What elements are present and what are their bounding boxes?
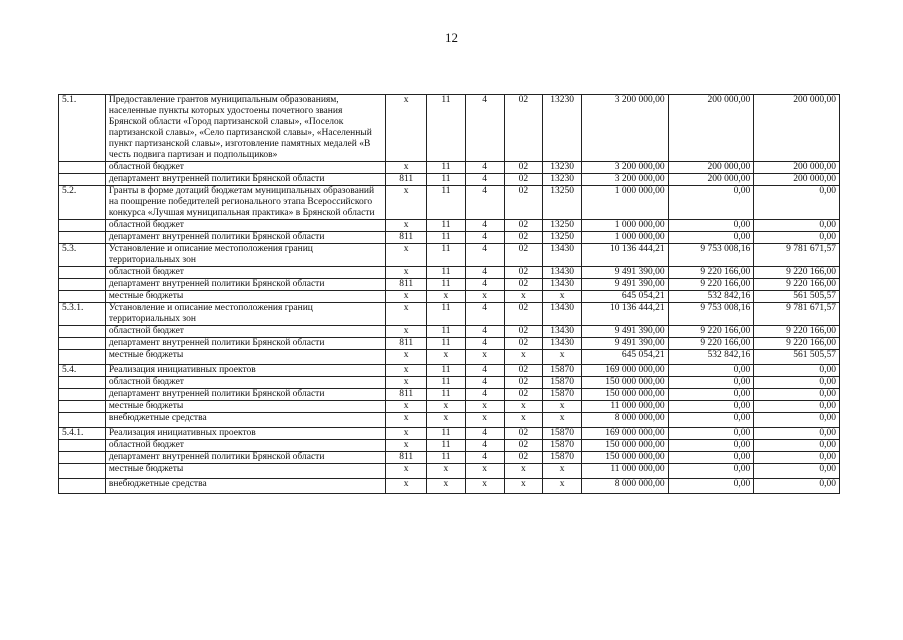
code-program-cell: 02 [504, 279, 543, 291]
amount-year3-cell: 561 505,57 [754, 291, 840, 303]
amount-year1-cell: 150 000 000,00 [581, 440, 668, 452]
amount-year3-cell: 0,00 [754, 479, 840, 494]
row-number-cell: 5.4. [59, 365, 106, 377]
code-section-cell: 11 [427, 279, 466, 291]
code-admin-cell: 811 [386, 232, 427, 244]
code-admin-cell: x [386, 162, 427, 174]
code-program-cell: 02 [504, 95, 543, 162]
amount-year1-cell: 645 054,21 [581, 350, 668, 365]
code-admin-cell: 811 [386, 338, 427, 350]
amount-year2-cell: 0,00 [668, 464, 754, 479]
code-subsection-cell: 4 [465, 267, 504, 279]
table-row [59, 303, 840, 326]
code-subsection-cell: 4 [465, 365, 504, 377]
code-direction-cell: 15870 [543, 365, 582, 377]
description-cell: департамент внутренней политики Брянской области [105, 232, 385, 244]
code-admin-cell: x [386, 365, 427, 377]
amount-year2-cell: 0,00 [668, 220, 754, 232]
code-subsection-cell: 4 [465, 95, 504, 162]
row-number-cell: 5.2. [59, 186, 106, 220]
amount-year3-cell: 561 505,57 [754, 350, 840, 365]
code-subsection-cell: 4 [465, 279, 504, 291]
code-program-cell: 02 [504, 338, 543, 350]
row-number-cell [59, 162, 106, 174]
code-section-cell: 11 [427, 162, 466, 174]
row-number-cell [59, 452, 106, 464]
row-number-cell [59, 350, 106, 365]
code-section-cell: 11 [427, 440, 466, 452]
description-cell: Реализация инициативных проектов [105, 365, 385, 377]
amount-year1-cell: 8 000 000,00 [581, 479, 668, 494]
description-cell: Установление и описание местоположения границ территориальных зон [105, 244, 385, 267]
code-direction-cell: 15870 [543, 452, 582, 464]
row-number-cell [59, 232, 106, 244]
table-row [59, 350, 840, 365]
amount-year1-cell: 150 000 000,00 [581, 452, 668, 464]
description-cell: Реализация инициативных проектов [105, 428, 385, 440]
code-section-cell: 11 [427, 95, 466, 162]
code-program-cell: 02 [504, 440, 543, 452]
code-section-cell: 11 [427, 232, 466, 244]
code-section-cell: 11 [427, 303, 466, 326]
amount-year2-cell: 0,00 [668, 401, 754, 413]
amount-year2-cell: 0,00 [668, 365, 754, 377]
code-direction-cell: 13430 [543, 279, 582, 291]
amount-year1-cell: 11 000 000,00 [581, 401, 668, 413]
description-cell: Гранты в форме дотаций бюджетам муниципальных образований на поощрение победителей регионального этапа Всероссийского конкурса «Лучшая муниципальная практика» в Брянской области [105, 186, 385, 220]
row-number-cell [59, 401, 106, 413]
code-section-cell: 11 [427, 389, 466, 401]
amount-year3-cell: 9 781 671,57 [754, 244, 840, 267]
code-direction-cell: 15870 [543, 440, 582, 452]
code-admin-cell: x [386, 326, 427, 338]
table-row [59, 440, 840, 452]
row-number-cell [59, 389, 106, 401]
code-admin-cell: x [386, 220, 427, 232]
amount-year3-cell: 9 220 166,00 [754, 338, 840, 350]
description-cell: областной бюджет [105, 162, 385, 174]
amount-year2-cell: 0,00 [668, 413, 754, 428]
code-program-cell: 02 [504, 186, 543, 220]
table-row [59, 401, 840, 413]
row-number-cell: 5.1. [59, 95, 106, 162]
code-subsection-cell: 4 [465, 174, 504, 186]
table-row [59, 326, 840, 338]
description-cell: Предоставление грантов муниципальным образованиям, населенные пункты которых удостоены почетного звания Брянской области «Город партизанской славы», «Поселок партизанской славы», «Село партизанской славы», «Населенный пункт партизанской славы», изготовление памятных медалей «В честь подвига партизан и подпольщиков» [105, 95, 385, 162]
table-row [59, 464, 840, 479]
code-subsection-cell: x [465, 479, 504, 494]
description-cell: областной бюджет [105, 440, 385, 452]
code-direction-cell: 13430 [543, 244, 582, 267]
code-admin-cell: x [386, 413, 427, 428]
amount-year1-cell: 8 000 000,00 [581, 413, 668, 428]
code-section-cell: 11 [427, 267, 466, 279]
code-direction-cell: 15870 [543, 377, 582, 389]
table-row [59, 220, 840, 232]
row-number-cell [59, 413, 106, 428]
code-direction-cell: 13250 [543, 232, 582, 244]
code-direction-cell: x [543, 413, 582, 428]
code-direction-cell: 13430 [543, 303, 582, 326]
amount-year2-cell: 0,00 [668, 232, 754, 244]
code-section-cell: 11 [427, 452, 466, 464]
code-subsection-cell: x [465, 401, 504, 413]
amount-year3-cell: 0,00 [754, 186, 840, 220]
table-row [59, 291, 840, 303]
amount-year1-cell: 1 000 000,00 [581, 232, 668, 244]
code-admin-cell: 811 [386, 389, 427, 401]
code-section-cell: x [427, 401, 466, 413]
code-program-cell: 02 [504, 162, 543, 174]
code-section-cell: 11 [427, 174, 466, 186]
table-row [59, 452, 840, 464]
table-body [59, 95, 840, 494]
description-cell: департамент внутренней политики Брянской области [105, 338, 385, 350]
amount-year2-cell: 9 220 166,00 [668, 279, 754, 291]
amount-year3-cell: 0,00 [754, 452, 840, 464]
amount-year2-cell: 200 000,00 [668, 174, 754, 186]
table-row [59, 95, 840, 162]
code-admin-cell: x [386, 479, 427, 494]
code-subsection-cell: 4 [465, 428, 504, 440]
code-program-cell: x [504, 464, 543, 479]
table-row [59, 428, 840, 440]
code-direction-cell: 13230 [543, 95, 582, 162]
code-section-cell: x [427, 291, 466, 303]
amount-year1-cell: 169 000 000,00 [581, 428, 668, 440]
code-subsection-cell: 4 [465, 232, 504, 244]
code-admin-cell: x [386, 267, 427, 279]
code-admin-cell: x [386, 186, 427, 220]
amount-year3-cell: 9 220 166,00 [754, 279, 840, 291]
table-row [59, 338, 840, 350]
budget-table [58, 94, 840, 494]
code-program-cell: x [504, 291, 543, 303]
row-number-cell [59, 479, 106, 494]
amount-year2-cell: 200 000,00 [668, 162, 754, 174]
code-admin-cell: x [386, 401, 427, 413]
code-subsection-cell: 4 [465, 452, 504, 464]
amount-year2-cell: 9 753 008,16 [668, 244, 754, 267]
code-program-cell: 02 [504, 377, 543, 389]
code-direction-cell: 13430 [543, 326, 582, 338]
amount-year2-cell: 0,00 [668, 186, 754, 220]
code-program-cell: 02 [504, 365, 543, 377]
code-program-cell: x [504, 479, 543, 494]
code-program-cell: 02 [504, 303, 543, 326]
amount-year2-cell: 0,00 [668, 389, 754, 401]
amount-year2-cell: 9 220 166,00 [668, 326, 754, 338]
amount-year1-cell: 9 491 390,00 [581, 267, 668, 279]
code-program-cell: 02 [504, 244, 543, 267]
code-admin-cell: x [386, 95, 427, 162]
amount-year3-cell: 200 000,00 [754, 95, 840, 162]
amount-year3-cell: 0,00 [754, 365, 840, 377]
code-program-cell: 02 [504, 174, 543, 186]
code-subsection-cell: 4 [465, 244, 504, 267]
amount-year1-cell: 9 491 390,00 [581, 338, 668, 350]
table-row [59, 244, 840, 267]
code-admin-cell: x [386, 377, 427, 389]
row-number-cell [59, 338, 106, 350]
amount-year1-cell: 3 200 000,00 [581, 95, 668, 162]
amount-year3-cell: 0,00 [754, 389, 840, 401]
amount-year1-cell: 169 000 000,00 [581, 365, 668, 377]
code-admin-cell: x [386, 428, 427, 440]
code-direction-cell: 13250 [543, 186, 582, 220]
table-row [59, 377, 840, 389]
code-section-cell: x [427, 479, 466, 494]
table-row [59, 279, 840, 291]
code-section-cell: 11 [427, 326, 466, 338]
description-cell: Установление и описание местоположения границ территориальных зон [105, 303, 385, 326]
code-subsection-cell: x [465, 350, 504, 365]
description-cell: областной бюджет [105, 267, 385, 279]
amount-year2-cell: 9 220 166,00 [668, 338, 754, 350]
amount-year2-cell: 0,00 [668, 428, 754, 440]
table-row [59, 232, 840, 244]
code-subsection-cell: 4 [465, 440, 504, 452]
code-direction-cell: 13230 [543, 174, 582, 186]
amount-year3-cell: 9 781 671,57 [754, 303, 840, 326]
code-admin-cell: x [386, 440, 427, 452]
description-cell: местные бюджеты [105, 464, 385, 479]
amount-year2-cell: 0,00 [668, 479, 754, 494]
code-admin-cell: x [386, 303, 427, 326]
code-section-cell: 11 [427, 428, 466, 440]
code-direction-cell: x [543, 291, 582, 303]
amount-year1-cell: 150 000 000,00 [581, 377, 668, 389]
row-number-cell [59, 377, 106, 389]
row-number-cell: 5.3.1. [59, 303, 106, 326]
amount-year3-cell: 9 220 166,00 [754, 326, 840, 338]
row-number-cell: 5.3. [59, 244, 106, 267]
code-admin-cell: x [386, 464, 427, 479]
description-cell: департамент внутренней политики Брянской области [105, 279, 385, 291]
description-cell: местные бюджеты [105, 350, 385, 365]
code-direction-cell: 13430 [543, 267, 582, 279]
code-subsection-cell: 4 [465, 338, 504, 350]
table-row [59, 365, 840, 377]
row-number-cell [59, 326, 106, 338]
row-number-cell [59, 464, 106, 479]
row-number-cell: 5.4.1. [59, 428, 106, 440]
code-section-cell: 11 [427, 186, 466, 220]
table-row [59, 479, 840, 494]
code-admin-cell: x [386, 244, 427, 267]
description-cell: областной бюджет [105, 326, 385, 338]
code-direction-cell: x [543, 464, 582, 479]
code-program-cell: 02 [504, 220, 543, 232]
code-subsection-cell: 4 [465, 326, 504, 338]
amount-year3-cell: 0,00 [754, 377, 840, 389]
code-direction-cell: x [543, 479, 582, 494]
amount-year1-cell: 1 000 000,00 [581, 186, 668, 220]
amount-year2-cell: 532 842,16 [668, 350, 754, 365]
description-cell: местные бюджеты [105, 291, 385, 303]
amount-year3-cell: 200 000,00 [754, 174, 840, 186]
code-program-cell: 02 [504, 267, 543, 279]
amount-year1-cell: 3 200 000,00 [581, 162, 668, 174]
row-number-cell [59, 174, 106, 186]
description-cell: департамент внутренней политики Брянской области [105, 389, 385, 401]
amount-year3-cell: 0,00 [754, 401, 840, 413]
code-subsection-cell: x [465, 464, 504, 479]
table-row [59, 162, 840, 174]
code-direction-cell: 13230 [543, 162, 582, 174]
code-program-cell: 02 [504, 326, 543, 338]
code-subsection-cell: 4 [465, 377, 504, 389]
amount-year3-cell: 0,00 [754, 464, 840, 479]
code-direction-cell: 15870 [543, 389, 582, 401]
amount-year3-cell: 0,00 [754, 220, 840, 232]
code-section-cell: 11 [427, 338, 466, 350]
amount-year2-cell: 9 220 166,00 [668, 267, 754, 279]
code-program-cell: 02 [504, 452, 543, 464]
code-program-cell: 02 [504, 389, 543, 401]
table-row [59, 174, 840, 186]
code-direction-cell: 13250 [543, 220, 582, 232]
code-program-cell: 02 [504, 428, 543, 440]
code-subsection-cell: x [465, 291, 504, 303]
table-row [59, 186, 840, 220]
row-number-cell [59, 440, 106, 452]
code-direction-cell: x [543, 401, 582, 413]
table-row [59, 267, 840, 279]
code-section-cell: 11 [427, 377, 466, 389]
code-section-cell: x [427, 413, 466, 428]
amount-year1-cell: 3 200 000,00 [581, 174, 668, 186]
code-admin-cell: 811 [386, 279, 427, 291]
amount-year1-cell: 150 000 000,00 [581, 389, 668, 401]
row-number-cell [59, 220, 106, 232]
amount-year1-cell: 645 054,21 [581, 291, 668, 303]
description-cell: департамент внутренней политики Брянской области [105, 452, 385, 464]
description-cell: областной бюджет [105, 220, 385, 232]
code-subsection-cell: 4 [465, 162, 504, 174]
amount-year1-cell: 9 491 390,00 [581, 279, 668, 291]
amount-year2-cell: 9 753 008,16 [668, 303, 754, 326]
amount-year1-cell: 10 136 444,21 [581, 244, 668, 267]
code-section-cell: x [427, 464, 466, 479]
code-subsection-cell: 4 [465, 186, 504, 220]
code-direction-cell: x [543, 350, 582, 365]
code-subsection-cell: 4 [465, 389, 504, 401]
amount-year1-cell: 9 491 390,00 [581, 326, 668, 338]
description-cell: областной бюджет [105, 377, 385, 389]
code-program-cell: x [504, 413, 543, 428]
code-section-cell: 11 [427, 220, 466, 232]
code-direction-cell: 15870 [543, 428, 582, 440]
amount-year3-cell: 0,00 [754, 232, 840, 244]
description-cell: местные бюджеты [105, 401, 385, 413]
description-cell: внебюджетные средства [105, 479, 385, 494]
code-program-cell: x [504, 350, 543, 365]
table-row [59, 389, 840, 401]
amount-year1-cell: 10 136 444,21 [581, 303, 668, 326]
amount-year3-cell: 0,00 [754, 440, 840, 452]
amount-year2-cell: 532 842,16 [668, 291, 754, 303]
amount-year2-cell: 0,00 [668, 377, 754, 389]
code-subsection-cell: x [465, 413, 504, 428]
amount-year2-cell: 0,00 [668, 440, 754, 452]
amount-year1-cell: 1 000 000,00 [581, 220, 668, 232]
row-number-cell [59, 267, 106, 279]
amount-year2-cell: 0,00 [668, 452, 754, 464]
amount-year3-cell: 9 220 166,00 [754, 267, 840, 279]
code-program-cell: 02 [504, 232, 543, 244]
code-admin-cell: 811 [386, 452, 427, 464]
code-admin-cell: x [386, 350, 427, 365]
amount-year3-cell: 200 000,00 [754, 162, 840, 174]
code-program-cell: x [504, 401, 543, 413]
code-section-cell: 11 [427, 365, 466, 377]
code-admin-cell: 811 [386, 174, 427, 186]
row-number-cell [59, 279, 106, 291]
amount-year1-cell: 11 000 000,00 [581, 464, 668, 479]
code-admin-cell: x [386, 291, 427, 303]
description-cell: внебюджетные средства [105, 413, 385, 428]
amount-year3-cell: 0,00 [754, 428, 840, 440]
page-number: 12 [445, 30, 458, 45]
code-direction-cell: 13430 [543, 338, 582, 350]
code-subsection-cell: 4 [465, 220, 504, 232]
table-row [59, 413, 840, 428]
row-number-cell [59, 291, 106, 303]
amount-year3-cell: 0,00 [754, 413, 840, 428]
code-section-cell: 11 [427, 244, 466, 267]
code-subsection-cell: 4 [465, 303, 504, 326]
amount-year2-cell: 200 000,00 [668, 95, 754, 162]
code-section-cell: x [427, 350, 466, 365]
description-cell: департамент внутренней политики Брянской области [105, 174, 385, 186]
